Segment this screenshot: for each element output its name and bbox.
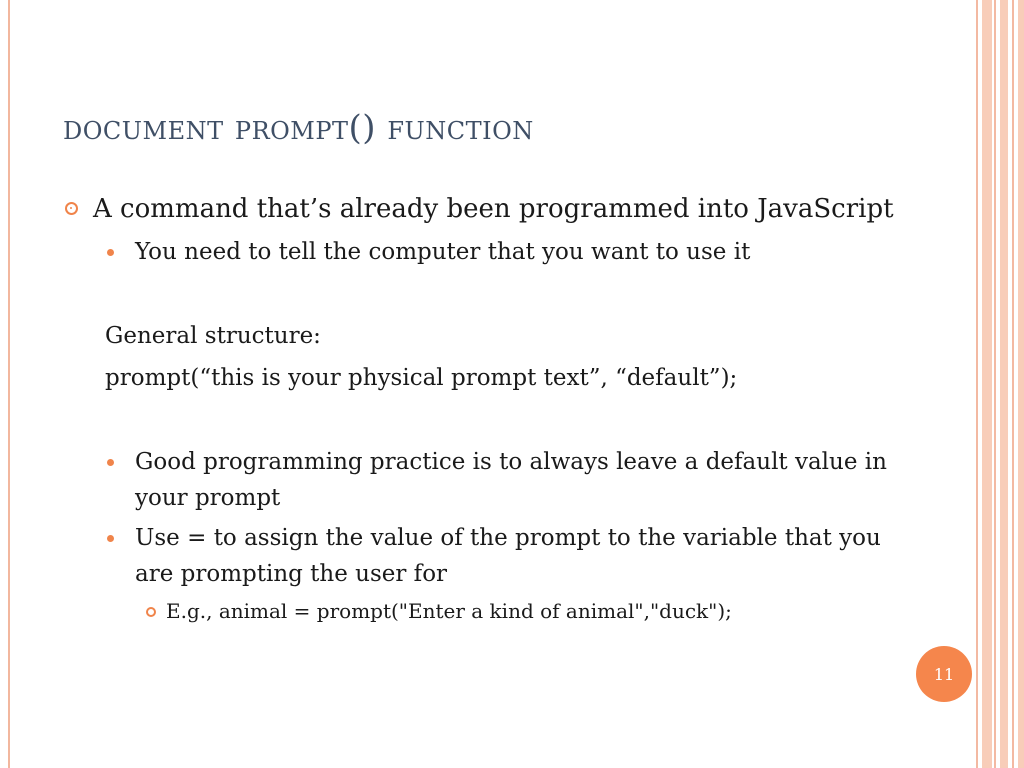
page-number-badge: 11 bbox=[916, 646, 972, 702]
bullet-level2 bbox=[60, 520, 900, 592]
bullet-text: E.g., animal = prompt("Enter a kind of animal","duck"); bbox=[166, 599, 732, 623]
bullet-level2 bbox=[60, 444, 900, 516]
ring-bullet-icon bbox=[146, 607, 156, 617]
bullet-level2 bbox=[60, 234, 900, 270]
left-border-line bbox=[8, 0, 10, 768]
dot-bullet-icon bbox=[107, 535, 114, 542]
slide-content bbox=[60, 190, 900, 626]
dot-bullet-icon bbox=[107, 459, 114, 466]
slide-title: document prompt() function bbox=[63, 108, 534, 148]
bullet-level1 bbox=[60, 190, 900, 228]
structure-code: prompt(“this is your physical prompt text”, “default”); bbox=[105, 365, 738, 391]
bullet-text: Use = to assign the value of the prompt to the variable that you are prompting the user for bbox=[135, 525, 881, 587]
ring-bullet-icon bbox=[65, 202, 78, 215]
bullet-text: You need to tell the computer that you want to use it bbox=[135, 239, 751, 265]
bullet-text: A command that’s already been programmed into JavaScript bbox=[93, 194, 894, 224]
bullet-level3 bbox=[60, 596, 900, 626]
structure-label: General structure: bbox=[105, 323, 321, 349]
bullet-text: Good programming practice is to always leave a default value in your prompt bbox=[135, 449, 887, 511]
right-decorative-stripes bbox=[976, 0, 1024, 768]
dot-bullet-icon bbox=[107, 249, 114, 256]
